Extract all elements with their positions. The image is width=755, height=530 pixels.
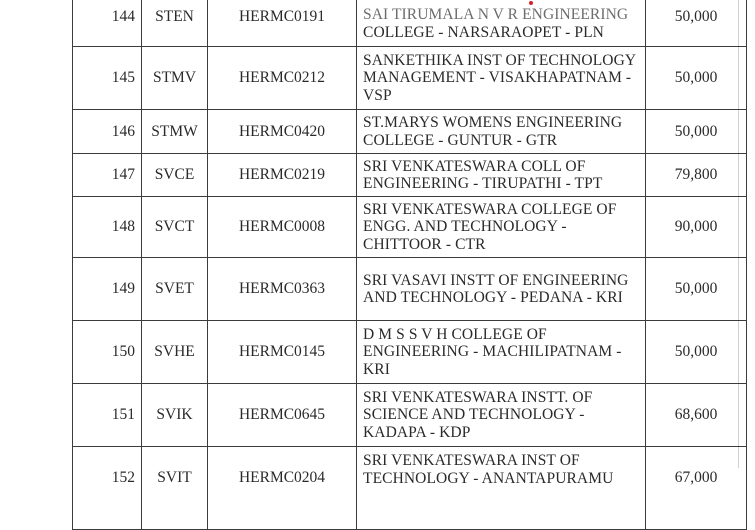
college-name-line: D M S S V H COLLEGE OF (363, 325, 547, 343)
hermc-code: HERMC0191 (208, 0, 357, 47)
serial-number: 152 (73, 447, 142, 530)
college-name-line: SCIENCE AND TECHNOLOGY - (363, 406, 585, 424)
college-name (357, 197, 646, 258)
college-code: SVHE (142, 321, 208, 384)
table-row (73, 258, 747, 321)
hermc-code: HERMC0645 (208, 384, 357, 447)
college-name (357, 447, 646, 530)
college-code: SVIT (142, 447, 208, 530)
college-code: SVCT (142, 197, 208, 258)
college-name-line: SANKETHIKA INST OF TECHNOLOGY (363, 51, 637, 69)
table-row (73, 321, 747, 384)
college-name (357, 321, 646, 384)
college-name-line: SAI TIRUMALA N V R ENGINEERING (363, 6, 629, 23)
serial-number: 146 (73, 110, 142, 154)
college-code: SVCE (142, 154, 208, 197)
college-name (357, 110, 646, 154)
serial-number: 145 (73, 47, 142, 110)
serial-number: 151 (73, 384, 142, 447)
college-name (357, 154, 646, 197)
college-code: STMW (142, 110, 208, 154)
serial-number: 150 (73, 321, 142, 384)
college-name-line: SRI VENKATESWARA COLLEGE OF (363, 200, 617, 218)
fee-amount: 50,000 (646, 321, 747, 384)
table-row (73, 384, 747, 447)
fee-amount: 50,000 (646, 110, 747, 154)
college-name-line: SRI VENKATESWARA COLL OF (363, 157, 586, 175)
college-name-line: VSP (363, 86, 392, 104)
college-name-line: ST.MARYS WOMENS ENGINEERING (363, 114, 623, 131)
fee-amount: 67,000 (646, 447, 747, 530)
table-row (73, 447, 747, 530)
hermc-code: HERMC0219 (208, 154, 357, 197)
fee-amount: 50,000 (646, 0, 747, 47)
table-row (73, 154, 747, 197)
table-row (73, 197, 747, 258)
college-code: SVIK (142, 384, 208, 447)
hermc-code: HERMC0204 (208, 447, 357, 530)
college-name-line: ENGG. AND TECHNOLOGY - (363, 218, 567, 236)
serial-number: 149 (73, 258, 142, 321)
college-code: SVET (142, 258, 208, 321)
college-name (357, 258, 646, 321)
college-name (357, 384, 646, 447)
fee-amount: 50,000 (646, 47, 747, 110)
college-name-line: CHITTOOR - CTR (363, 235, 486, 253)
hermc-code: HERMC0145 (208, 321, 357, 384)
college-name-line: SRI VENKATESWARA INSTT. OF (363, 388, 593, 406)
college-name-line: MANAGEMENT - VISAKHAPATNAM - (363, 69, 632, 87)
college-name-line: KADAPA - KDP (363, 423, 471, 441)
serial-number: 148 (73, 197, 142, 258)
table-row (73, 47, 747, 110)
college-name-line: KRI (363, 360, 390, 378)
college-name-line: AND TECHNOLOGY - PEDANA - KRI (363, 289, 623, 306)
college-fee-table (72, 0, 747, 530)
hermc-code: HERMC0363 (208, 258, 357, 321)
college-name (357, 47, 646, 110)
college-name-line: SRI VENKATESWARA INST OF (363, 452, 580, 469)
fee-amount: 68,600 (646, 384, 747, 447)
table-row (73, 0, 747, 47)
hermc-code: HERMC0420 (208, 110, 357, 154)
college-name-line: SRI VASAVI INSTT OF ENGINEERING (363, 271, 629, 289)
college-name-line: COLLEGE - GUNTUR - GTR (363, 131, 558, 149)
college-name (357, 0, 646, 47)
serial-number: 144 (73, 0, 142, 47)
hermc-code: HERMC0212 (208, 47, 357, 110)
college-name-line: TECHNOLOGY - ANANTAPURAMU (363, 469, 614, 487)
college-name-line: COLLEGE - NARSARAOPET - PLN (363, 23, 604, 41)
college-name-line: ENGINEERING - TIRUPATHI - TPT (363, 175, 603, 192)
serial-number: 147 (73, 154, 142, 197)
fee-amount: 79,800 (646, 154, 747, 197)
college-name-line: ENGINEERING - MACHILIPATNAM - (363, 343, 622, 361)
college-code: STMV (142, 47, 208, 110)
hermc-code: HERMC0008 (208, 197, 357, 258)
fee-amount: 50,000 (646, 258, 747, 321)
fee-amount: 90,000 (646, 197, 747, 258)
table-row (73, 110, 747, 154)
college-code: STEN (142, 0, 208, 47)
